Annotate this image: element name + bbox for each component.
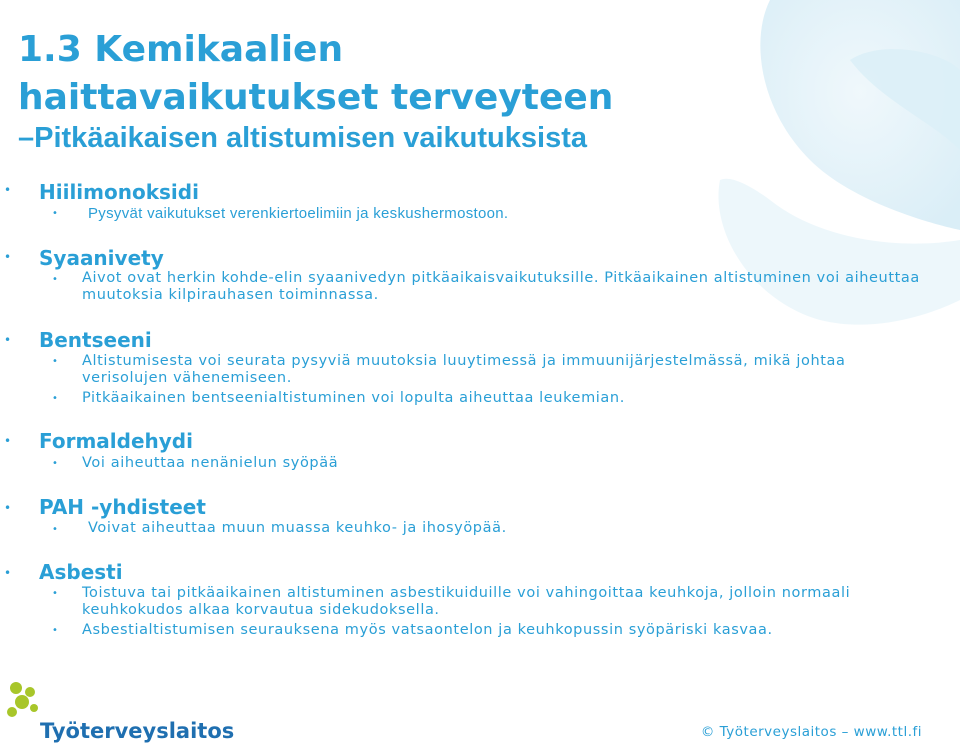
- bullet-icon: •: [4, 434, 12, 448]
- sub-bullet-icon: •: [52, 208, 58, 219]
- bullet-icon: •: [4, 250, 12, 264]
- sub-bullet-icon: •: [52, 588, 58, 599]
- sub-bullet-icon: •: [52, 356, 58, 367]
- section-heading: Bentseeni: [39, 328, 152, 352]
- section-heading: Hiilimonoksidi: [39, 180, 199, 204]
- tyoterveyslaitos-logo: [4, 678, 235, 743]
- sub-bullet-icon: •: [52, 625, 58, 636]
- section-item: Aivot ovat herkin kohde-elin syaanivedyn pitkäaikaisvaikutuksille. Pitkäaikainen altistuminen voi aiheuttaa muutoksia kilpirauhasen toiminnassa.: [82, 270, 920, 303]
- svg-text:Työterveyslaitos: Työterveyslaitos: [40, 719, 235, 743]
- bullet-icon: •: [4, 333, 12, 347]
- section-item: Pysyvät vaikutukset verenkiertoelimiin ja keskushermostoon.: [88, 205, 509, 222]
- sub-bullet-icon: •: [52, 524, 58, 535]
- section-item: Toistuva tai pitkäaikainen altistuminen asbestikuiduille voi vahingoittaa keuhkoja, jolloin normaali keuhkokudos alkaa korvautua sidekudoksella.: [82, 585, 851, 618]
- section-heading: Syaanivety: [39, 246, 164, 270]
- bullet-icon: •: [4, 183, 12, 197]
- section-heading: Asbesti: [39, 560, 123, 584]
- section-item: Asbestialtistumisen seurauksena myös vatsaontelon ja keuhkopussin syöpäriski kasvaa.: [82, 622, 773, 638]
- section-heading: Formaldehydi: [39, 429, 193, 453]
- bullet-icon: •: [4, 566, 12, 580]
- slide-title-line1: 1.3 Kemikaalien: [18, 29, 344, 70]
- section-item: Voi aiheuttaa nenänielun syöpää: [82, 455, 339, 471]
- slide-subtitle: –Pitkäaikaisen altistumisen vaikutuksista: [18, 122, 587, 154]
- bullet-icon: •: [4, 501, 12, 515]
- footer-copyright: © Työterveyslaitos – www.ttl.fi: [700, 724, 922, 740]
- slide-title-line2: haittavaikutukset terveyteen: [18, 77, 614, 118]
- section-item: Voivat aiheuttaa muun muassa keuhko- ja ihosyöpää.: [88, 520, 507, 536]
- sub-bullet-icon: •: [52, 393, 58, 404]
- section-heading: PAH -yhdisteet: [39, 495, 206, 519]
- sub-bullet-icon: •: [52, 458, 58, 469]
- section-item: Altistumisesta voi seurata pysyviä muutoksia luuytimessä ja immuunijärjestelmässä, mikä johtaa verisolujen vähenemiseen.: [82, 353, 846, 386]
- section-item: Pitkäaikainen bentseenialtistuminen voi lopulta aiheuttaa leukemian.: [82, 390, 625, 406]
- sub-bullet-icon: •: [52, 274, 58, 285]
